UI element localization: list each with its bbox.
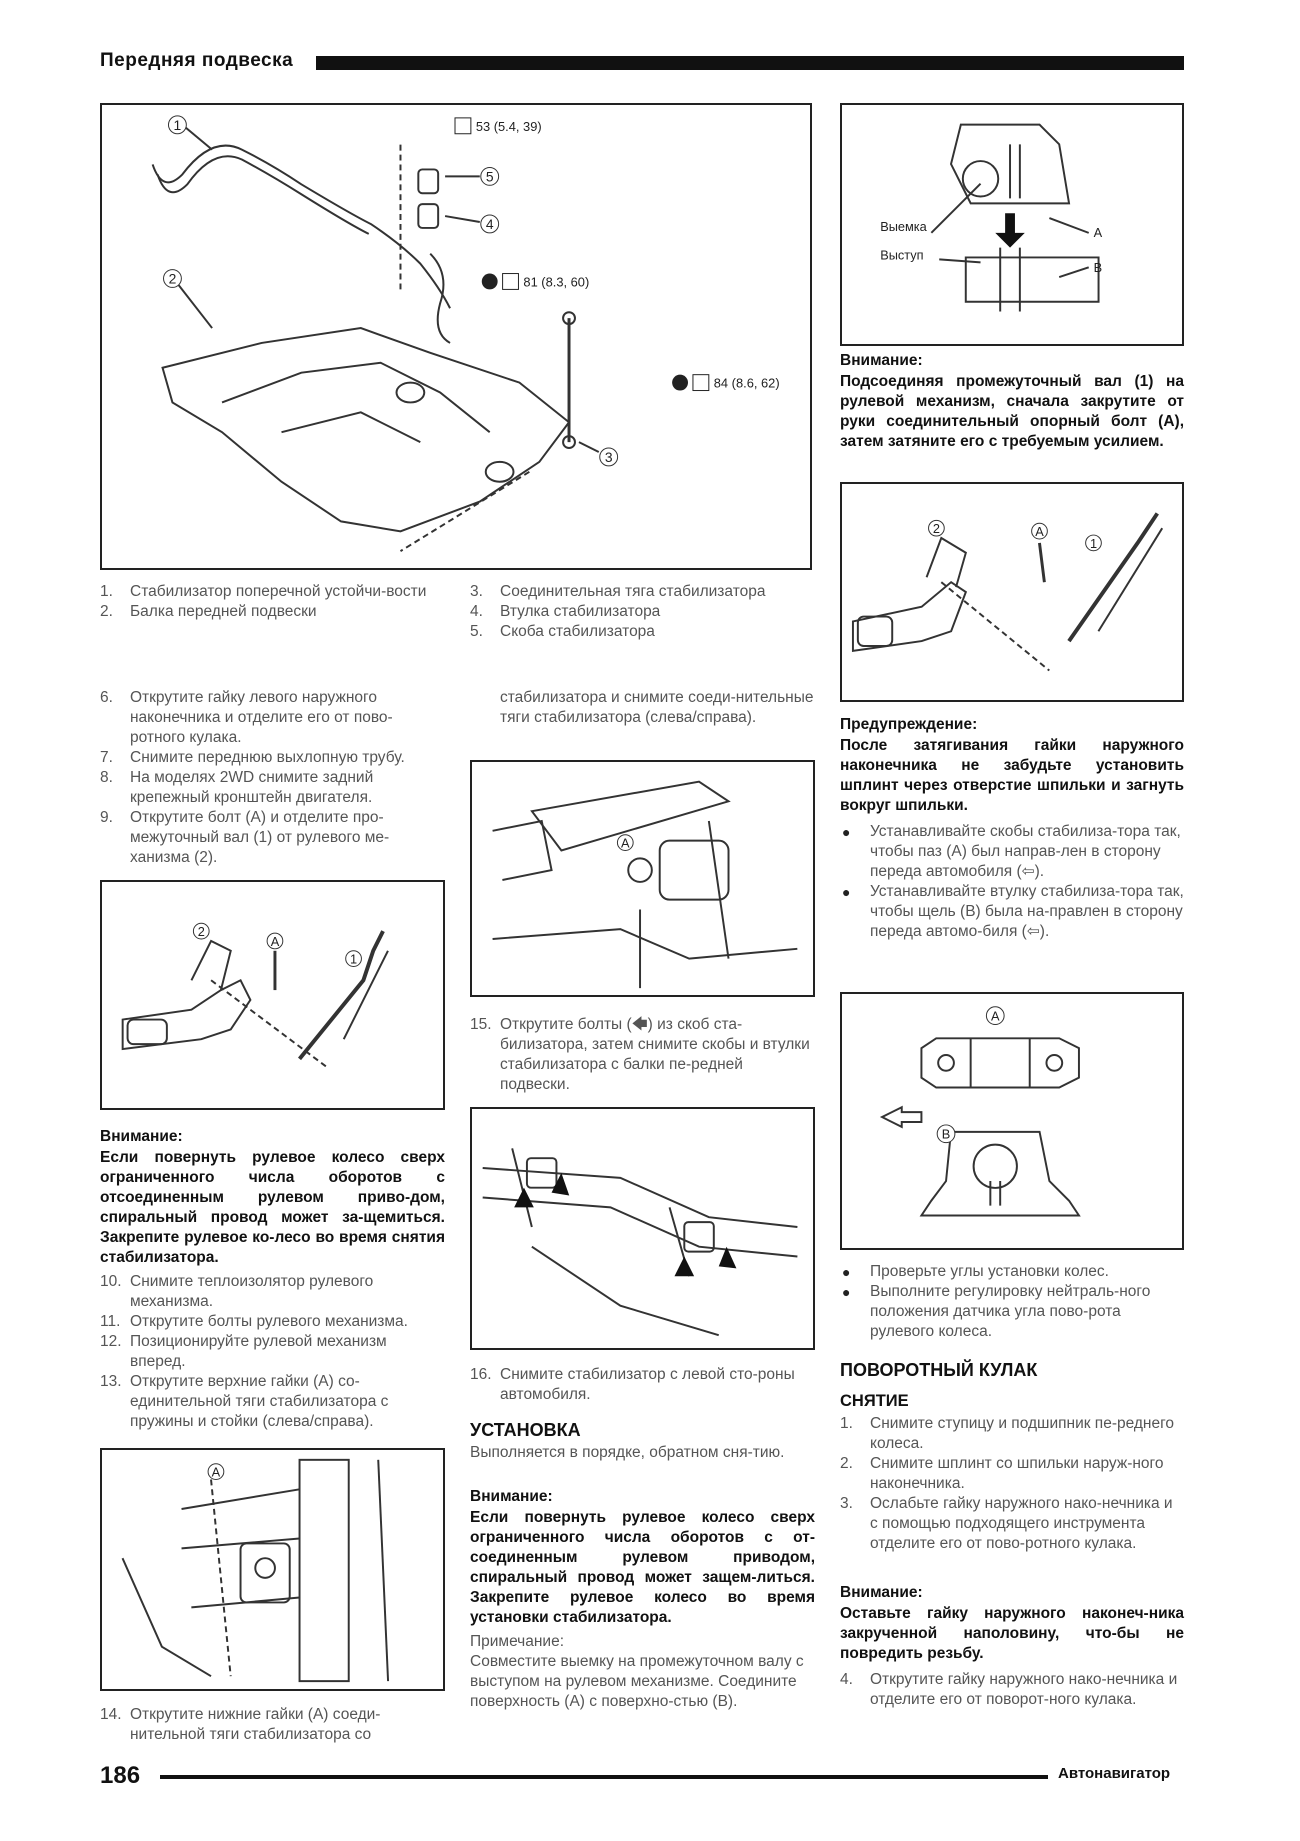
arrow-left-icon — [882, 1107, 921, 1127]
torque-icon — [503, 274, 519, 290]
callout-2: 2 — [197, 924, 205, 940]
callout-2-text: 2 — [168, 270, 177, 287]
callout-b: B — [941, 1126, 951, 1142]
intermediate-shaft-drawing — [102, 882, 443, 1108]
knuckle-heading: ПОВОРОТНЫЙ КУЛАК — [840, 1360, 1038, 1380]
footer-rule — [160, 1775, 1048, 1779]
step-item: 6. Открутите гайку левого наружного наконечника и отделите его от пово-ротного кулака. — [100, 689, 393, 746]
installation-warning-text: Если повернуть рулевое колесо сверх ограниченного числа оборотов с от-соединенным рулевом приводом, спиральный провод может защем-литься. Закрепите рулевое колесо во время установки стабилизатора. — [470, 1509, 815, 1626]
step-item: 11. Открутите болты рулевого механизма. — [100, 1313, 408, 1330]
col1-steps-10-13 — [100, 1272, 445, 1432]
step-item: 10. Снимите теплоизолятор рулевого механизма. — [100, 1273, 374, 1310]
legend-item: 3. Соединительная тяга стабилизатора — [470, 583, 766, 600]
legend-item: 1. Стабилизатор поперечной устойчи-вости — [100, 583, 427, 600]
label-boss: Выступ — [880, 247, 924, 263]
header-rule — [316, 56, 1184, 70]
torque-icon — [693, 375, 709, 391]
knuckle-warning-text: Оставьте гайку наружного наконеч-ника закрученной наполовину, что-бы не повредить резьбу. — [840, 1605, 1184, 1662]
step-item: 8. На моделях 2WD снимите задний крепежный кронштейн двигателя. — [100, 769, 374, 806]
callout-a: A — [211, 1464, 221, 1480]
intermediate-shaft-install-drawing — [842, 484, 1182, 700]
torque-label-3: 84 (8.6, 62) — [713, 375, 780, 391]
callout-1: 1 — [1089, 535, 1098, 551]
col3-warning1-title: Внимание: — [840, 352, 923, 369]
bullet-item: ● Проверьте углы установки колес. — [840, 1262, 1184, 1282]
col2-step-15 — [470, 1015, 815, 1095]
legend-item: 2. Балка передней подвески — [100, 603, 317, 620]
step-item: 1. Снимите ступицу и подшипник пе-реднего колеса. — [840, 1415, 1175, 1452]
installation-note-text: Совместите выемку на промежуточном валу с выступом на рулевом механизме. Соедините поверхность (А) с поверхно-стью (В). — [470, 1653, 804, 1710]
callout-b: B — [1093, 260, 1103, 276]
callout-1: 1 — [350, 951, 358, 967]
callout-1-text: 1 — [173, 116, 182, 133]
publisher-name: Автонавигатор — [1058, 1765, 1171, 1782]
bracket-bolts-drawing — [472, 1109, 813, 1348]
torque-label-1: 53 (5.4, 39) — [475, 118, 542, 134]
step-item: 16. Снимите стабилизатор с левой сто-роны автомобиля. — [470, 1366, 795, 1403]
col2-step-16 — [470, 1365, 815, 1405]
installation-heading: УСТАНОВКА — [470, 1420, 581, 1440]
installation-note-title: Примечание: — [470, 1633, 565, 1650]
knuckle-step-4 — [840, 1670, 1184, 1710]
bullet-item: ● Устанавливайте скобы стабилиза-тора так, чтобы паз (А) был направ-лен в сторону переда автомобиля (⇦). — [840, 822, 1184, 882]
step-item: 4. Открутите гайку наружного нако-нечника и отделите его от поворот-ного кулака. — [840, 1671, 1178, 1708]
figure1-legend-left — [100, 582, 450, 622]
arrow-icon — [514, 1188, 534, 1208]
torque-label-2: 81 (8.3, 60) — [523, 274, 590, 290]
lower-link-nut-drawing — [472, 762, 813, 995]
strut-link-drawing — [102, 1450, 443, 1689]
knuckle-subheading: СНЯТИЕ — [840, 1392, 909, 1410]
page-number: 186 — [100, 1762, 141, 1789]
col3-bullets-b — [840, 1262, 1184, 1342]
col1-steps-6-9 — [100, 688, 445, 868]
callout-a: A — [1093, 224, 1103, 240]
page-header-title: Передняя подвеска — [100, 50, 294, 71]
installation-warning-title: Внимание: — [470, 1488, 553, 1505]
figure-notch-boss — [840, 103, 1184, 346]
step-item: 2. Снимите шплинт со шпильки наруж-ного наконечника. — [840, 1455, 1164, 1492]
knuckle-steps — [840, 1414, 1184, 1554]
label-notch: Выемка — [880, 218, 927, 234]
col3-warning1-text: Подсоединяя промежуточный вал (1) на рулевой механизм, сначала закрутите от руки соединительный опорный болт (А), затем затяните его с требуемым усилием. — [840, 373, 1184, 450]
knuckle-warning-title: Внимание: — [840, 1584, 923, 1601]
callout-a: A — [621, 835, 630, 851]
step-item: 9. Открутите болт (А) и отделите про-межуточный вал (1) от рулевого ме-ханизма (2). — [100, 809, 390, 866]
step-item: 12. Позиционируйте рулевой механизм вперед. — [100, 1333, 387, 1370]
col1-step-14 — [100, 1705, 445, 1745]
arrow-icon — [552, 1173, 570, 1196]
figure-stabilizer-exploded — [100, 103, 812, 570]
callout-5-text: 5 — [485, 168, 494, 185]
bracket-bushing-drawing — [842, 994, 1182, 1248]
replace-part-icon — [482, 274, 498, 290]
callout-a: A — [1035, 524, 1044, 540]
bullet-item: ● Выполните регулировку нейтраль-ного положения датчика угла пово-рота рулевого колеса. — [840, 1282, 1184, 1342]
callout-a: A — [270, 933, 280, 949]
callout-4-text: 4 — [485, 215, 494, 232]
legend-item: 4. Втулка стабилизатора — [470, 603, 661, 620]
legend-item: 5. Скоба стабилизатора — [470, 623, 655, 640]
callout-2: 2 — [932, 521, 940, 537]
arrow-icon — [674, 1257, 694, 1277]
arrow-down-icon — [995, 213, 1025, 247]
figure-lower-link-nut — [470, 760, 815, 997]
stabilizer-exploded-drawing — [102, 105, 810, 568]
callout-a: A — [990, 1008, 1000, 1024]
col3-bullets-a — [840, 822, 1184, 942]
callout-3-text: 3 — [604, 448, 613, 465]
col1-warning-text: Если повернуть рулевое колесо сверх ограниченного числа оборотов с отсоединенным рулевом приво-дом, спиральный провод может за-щемиться. Закрепите рулевое ко-лесо во время снятия стабилизатора. — [100, 1149, 445, 1266]
col1-warning-title: Внимание: — [100, 1128, 183, 1145]
figure-intermediate-shaft — [100, 880, 445, 1110]
installation-text: Выполняется в порядке, обратном сня-тию. — [470, 1444, 785, 1461]
step-item: 7. Снимите переднюю выхлопную трубу. — [100, 749, 405, 766]
figure1-legend-right — [470, 582, 820, 642]
replace-part-icon — [672, 375, 688, 391]
step-item: 3. Ослабьте гайку наружного нако-нечника и с помощью подходящего инструмента отделите его от пово-ротного кулака. — [840, 1495, 1173, 1552]
col3-caution-text: После затягивания гайки наружного наконечника не забудьте установить шплинт через отверстие шпильки и загнуть вокруг шпильки. — [840, 737, 1184, 814]
bullet-item: ● Устанавливайте втулку стабилиза-тора так, чтобы щель (В) была на-правлен в сторону переда автомо-биля (⇦). — [840, 882, 1184, 942]
figure-bracket-bolts — [470, 1107, 815, 1350]
col3-caution-title: Предупреждение: — [840, 716, 978, 733]
col2-continuation: стабилизатора и снимите соеди-нительные тяги стабилизатора (слева/справа). — [500, 689, 814, 726]
torque-icon — [455, 118, 471, 134]
figure-intermediate-shaft-install — [840, 482, 1184, 702]
figure-strut-link — [100, 1448, 445, 1691]
step-item: 13. Открутите верхние гайки (А) со-единительной тяги стабилизатора с пружины и стойки (слева/справа). — [100, 1373, 389, 1430]
notch-boss-drawing — [842, 105, 1182, 344]
step-item: 15. Открутите болты (🡄) из скоб ста-билизатора, затем снимите скобы и втулки стабилизатора с балки пе-редней подвески. — [470, 1016, 810, 1093]
figure-bracket-bushing — [840, 992, 1184, 1250]
step-item: 14. Открутите нижние гайки (А) соеди-нительной тяги стабилизатора со — [100, 1706, 381, 1743]
